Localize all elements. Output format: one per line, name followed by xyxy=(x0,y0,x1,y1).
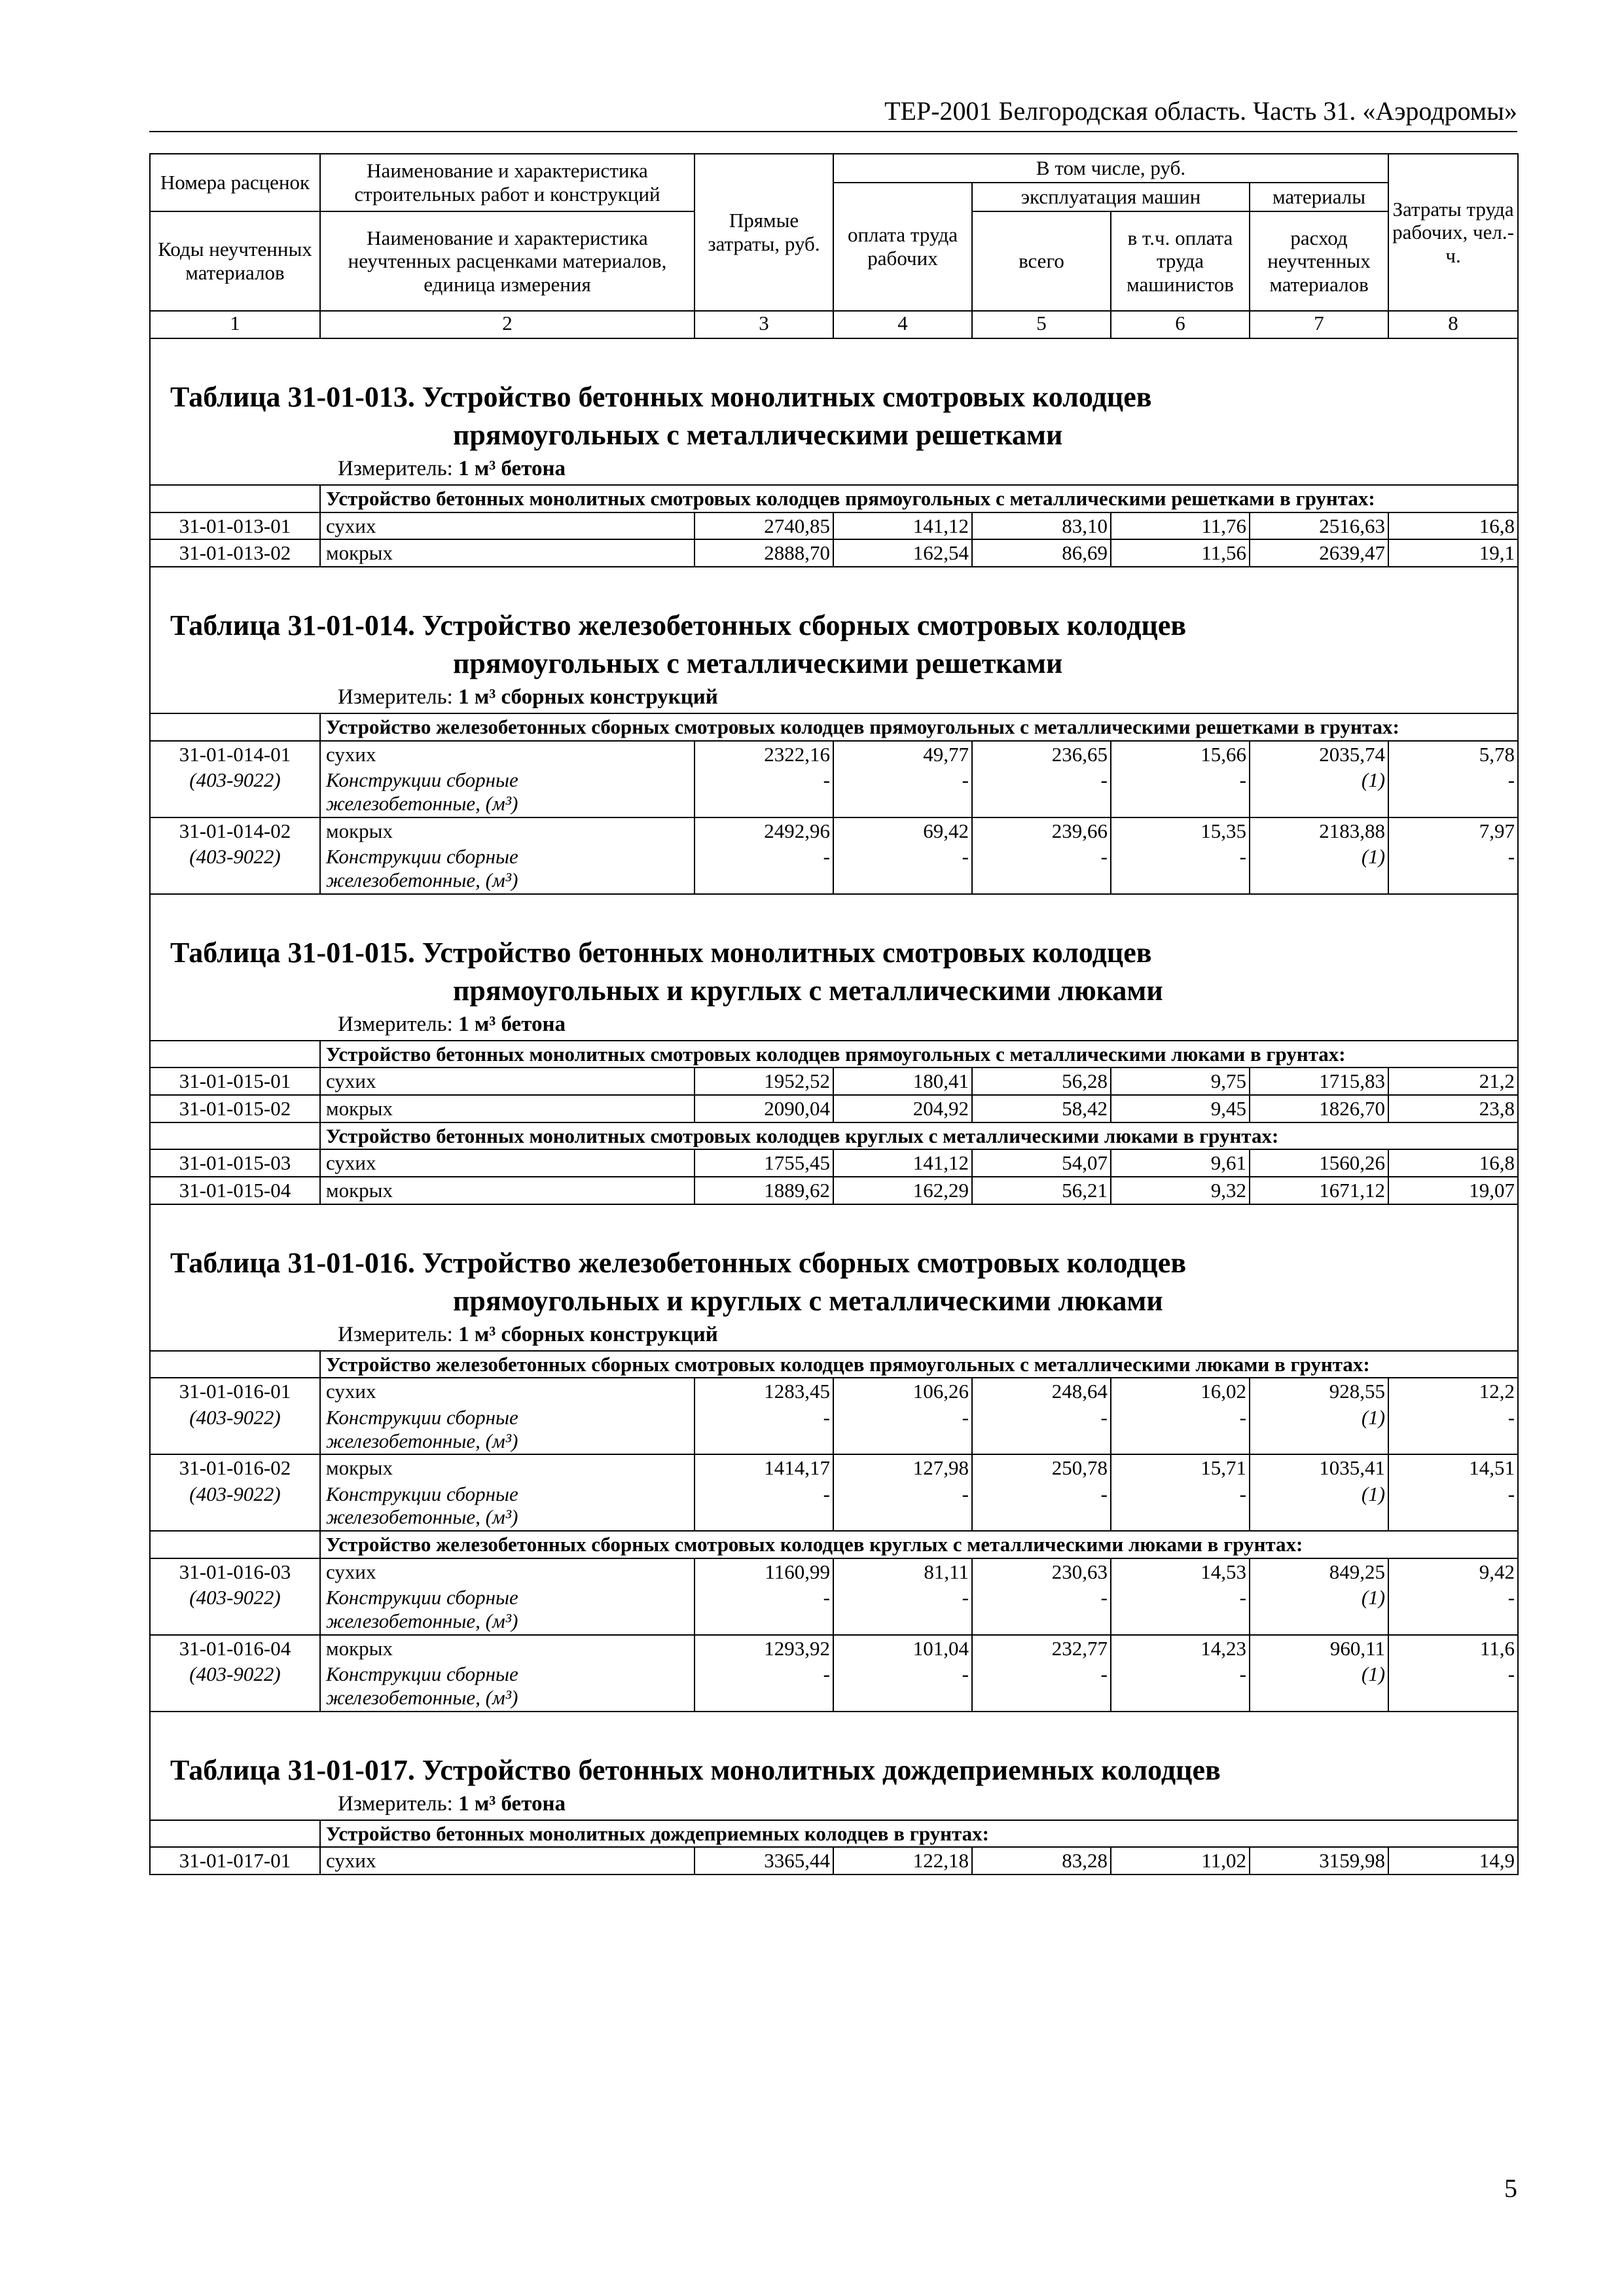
table-title-row xyxy=(150,1712,1518,1820)
section-heading: Устройство железобетонных сборных смотровых колодцев прямоугольных с металлическими люками в грунтах: xyxy=(320,1351,1518,1378)
table-title: Таблица 31-01-015. Устройство бетонных монолитных смотровых колодцев xyxy=(170,936,1152,969)
col-header-codes-bottom: Коды неучтенных материалов xyxy=(150,211,320,311)
rate-value: 11,56 xyxy=(1111,539,1250,567)
table-row xyxy=(150,741,1518,768)
rate-value: 2639,47 xyxy=(1250,539,1388,567)
section-heading: Устройство бетонных монолитных смотровых колодцев прямоугольных с металлическими решетками в грунтах: xyxy=(320,485,1518,512)
section-heading: Устройство бетонных монолитных дождеприемных колодцев в грунтах: xyxy=(320,1820,1518,1848)
rate-value: 19,07 xyxy=(1388,1177,1518,1204)
rate-code: 31-01-016-03 xyxy=(150,1558,320,1585)
col-header-codes-top: Номера расценок xyxy=(150,154,320,211)
material-code: (403-9022) xyxy=(150,1585,320,1634)
material-row xyxy=(150,1405,1518,1454)
material-value: - xyxy=(972,1661,1111,1711)
section-heading-gap xyxy=(150,485,320,512)
table-title-row xyxy=(150,1204,1518,1351)
rate-value: 56,28 xyxy=(972,1067,1111,1095)
table-row xyxy=(150,539,1518,567)
material-row xyxy=(150,844,1518,893)
col-header-labor: Затраты труда рабочих, чел.-ч. xyxy=(1388,154,1518,311)
rate-value: 83,10 xyxy=(972,512,1111,540)
rate-value: 2740,85 xyxy=(695,512,833,540)
rate-code: 31-01-015-01 xyxy=(150,1067,320,1095)
measure-line xyxy=(151,683,1517,713)
measure-value: 1 м³ бетона xyxy=(458,1012,566,1036)
rate-value: 9,45 xyxy=(1111,1095,1250,1122)
measure-label: Измеритель: xyxy=(338,1012,453,1036)
table-row xyxy=(150,1847,1518,1874)
rate-value: 1671,12 xyxy=(1250,1177,1388,1204)
rate-value: 5,78 xyxy=(1388,741,1518,768)
rates-table xyxy=(149,153,1519,1875)
table-title: Таблица 31-01-014. Устройство железобетонных сборных смотровых колодцев xyxy=(170,609,1187,642)
material-code: (403-9022) xyxy=(150,1661,320,1711)
material-value: - xyxy=(695,1585,833,1634)
material-value: - xyxy=(695,844,833,893)
column-number: 4 xyxy=(833,311,972,338)
col-header-name-bottom: Наименование и характеристика неучтенных расценками материалов, единица измерения xyxy=(320,211,695,311)
rate-value: 928,55 xyxy=(1250,1378,1388,1405)
rate-value: 86,69 xyxy=(972,539,1111,567)
rate-value: 248,64 xyxy=(972,1378,1111,1405)
table-title-row xyxy=(150,338,1518,485)
rate-code: 31-01-017-01 xyxy=(150,1847,320,1874)
material-value: - xyxy=(972,844,1111,893)
rate-value: 162,29 xyxy=(833,1177,972,1204)
material-value: - xyxy=(972,1405,1111,1454)
rate-value: 141,12 xyxy=(833,1149,972,1177)
table-row xyxy=(150,1635,1518,1662)
rate-value: 14,9 xyxy=(1388,1847,1518,1874)
rate-value: 236,65 xyxy=(972,741,1111,768)
column-numbers-row xyxy=(150,311,1518,338)
table-title-row xyxy=(150,894,1518,1041)
rate-value: 11,76 xyxy=(1111,512,1250,540)
table-title: Таблица 31-01-016. Устройство железобетонных сборных смотровых колодцев xyxy=(170,1246,1187,1279)
material-value: - xyxy=(833,1405,972,1454)
material-value: - xyxy=(695,1405,833,1454)
rate-value: 106,26 xyxy=(833,1378,972,1405)
rate-value: 21,2 xyxy=(1388,1067,1518,1095)
column-number: 5 xyxy=(972,311,1111,338)
table-row xyxy=(150,1149,1518,1177)
running-header-title: ТЕР-2001 Белгородская область. Часть 31. «Аэродромы» xyxy=(884,96,1517,126)
rate-name: сухих xyxy=(320,512,695,540)
section-heading-row xyxy=(150,1531,1518,1558)
rate-code: 31-01-014-01 xyxy=(150,741,320,768)
rates-table-body xyxy=(150,154,1518,1874)
material-code: (403-9022) xyxy=(150,1481,320,1531)
section-heading-gap xyxy=(150,1351,320,1378)
table-row xyxy=(150,1558,1518,1585)
material-value: (1) xyxy=(1250,1585,1388,1634)
material-value: (1) xyxy=(1250,1405,1388,1454)
rate-value: 250,78 xyxy=(972,1454,1111,1481)
material-value: - xyxy=(1111,767,1250,817)
column-number: 6 xyxy=(1111,311,1250,338)
rate-code: 31-01-015-02 xyxy=(150,1095,320,1122)
material-value: - xyxy=(695,1481,833,1531)
rate-name: мокрых xyxy=(320,817,695,844)
column-number: 8 xyxy=(1388,311,1518,338)
rate-name: сухих xyxy=(320,741,695,768)
column-number: 7 xyxy=(1250,311,1388,338)
material-value: (1) xyxy=(1250,767,1388,817)
table-title-block xyxy=(150,338,1518,485)
table-title-cont: прямоугольных с металлическими решетками xyxy=(453,419,1063,452)
material-value: - xyxy=(833,767,972,817)
rate-value: 56,21 xyxy=(972,1177,1111,1204)
table-row xyxy=(150,817,1518,844)
rate-name: сухих xyxy=(320,1558,695,1585)
rate-value: 9,42 xyxy=(1388,1558,1518,1585)
material-value: - xyxy=(972,767,1111,817)
rate-name: мокрых xyxy=(320,1095,695,1122)
table-title: Таблица 31-01-017. Устройство бетонных монолитных дождеприемных колодцев xyxy=(170,1753,1221,1786)
rate-name: сухих xyxy=(320,1067,695,1095)
rate-code: 31-01-016-01 xyxy=(150,1378,320,1405)
rate-value: 1826,70 xyxy=(1250,1095,1388,1122)
material-name: Конструкции сборные железобетонные, (м³) xyxy=(320,1481,695,1531)
measure-label: Измеритель: xyxy=(338,1791,453,1816)
table-title-block xyxy=(150,1204,1518,1351)
rate-value: 9,61 xyxy=(1111,1149,1250,1177)
rate-value: 141,12 xyxy=(833,512,972,540)
section-heading-row xyxy=(150,1820,1518,1848)
material-value: (1) xyxy=(1250,1661,1388,1711)
rate-code: 31-01-015-04 xyxy=(150,1177,320,1204)
rate-name: мокрых xyxy=(320,1635,695,1662)
material-value: - xyxy=(1111,844,1250,893)
rate-value: 11,6 xyxy=(1388,1635,1518,1662)
section-heading: Устройство железобетонных сборных смотровых колодцев круглых с металлическими люками в грунтах: xyxy=(320,1531,1518,1558)
rate-value: 122,18 xyxy=(833,1847,972,1874)
section-heading-row xyxy=(150,713,1518,741)
section-heading-row xyxy=(150,1041,1518,1068)
table-title-row xyxy=(150,567,1518,713)
rate-value: 69,42 xyxy=(833,817,972,844)
page-number: 5 xyxy=(1504,2174,1517,2203)
section-heading-row xyxy=(150,1351,1518,1378)
section-heading: Устройство бетонных монолитных смотровых колодцев прямоугольных с металлическими люками в грунтах: xyxy=(320,1041,1518,1068)
rate-name: мокрых xyxy=(320,1454,695,1481)
rate-code: 31-01-014-02 xyxy=(150,817,320,844)
rate-value: 204,92 xyxy=(833,1095,972,1122)
column-number: 1 xyxy=(150,311,320,338)
rate-value: 9,32 xyxy=(1111,1177,1250,1204)
material-value: - xyxy=(833,1585,972,1634)
measure-value: 1 м³ сборных конструкций xyxy=(458,1322,718,1346)
rate-value: 232,77 xyxy=(972,1635,1111,1662)
material-value: - xyxy=(1388,767,1518,817)
material-code: (403-9022) xyxy=(150,844,320,893)
rate-value: 960,11 xyxy=(1250,1635,1388,1662)
material-value: - xyxy=(1111,1405,1250,1454)
rate-value: 19,1 xyxy=(1388,539,1518,567)
material-code: (403-9022) xyxy=(150,1405,320,1454)
rate-value: 11,02 xyxy=(1111,1847,1250,1874)
rate-name: сухих xyxy=(320,1847,695,1874)
rate-value: 1952,52 xyxy=(695,1067,833,1095)
table-title-cont: прямоугольных с металлическими решетками xyxy=(453,647,1063,680)
table-title-block xyxy=(150,1712,1518,1820)
section-heading-gap xyxy=(150,1531,320,1558)
rate-value: 2322,16 xyxy=(695,741,833,768)
table-row xyxy=(150,1067,1518,1095)
table-row xyxy=(150,512,1518,540)
rate-value: 1293,92 xyxy=(695,1635,833,1662)
material-code: (403-9022) xyxy=(150,767,320,817)
material-value: - xyxy=(833,1481,972,1531)
material-value: - xyxy=(1388,1481,1518,1531)
table-row xyxy=(150,1095,1518,1122)
material-row xyxy=(150,767,1518,817)
col-header-machines-wages: в т.ч. оплата труда машинистов xyxy=(1111,211,1250,311)
material-row xyxy=(150,1481,1518,1531)
rate-value: 1560,26 xyxy=(1250,1149,1388,1177)
col-header-incl: В том числе, руб. xyxy=(833,154,1388,183)
rate-value: 2516,63 xyxy=(1250,512,1388,540)
rate-value: 230,63 xyxy=(972,1558,1111,1585)
material-name: Конструкции сборные железобетонные, (м³) xyxy=(320,1405,695,1454)
material-value: - xyxy=(972,1585,1111,1634)
measure-line xyxy=(151,1789,1517,1820)
material-name: Конструкции сборные железобетонные, (м³) xyxy=(320,1585,695,1634)
section-heading-gap xyxy=(150,1820,320,1848)
material-value: - xyxy=(833,844,972,893)
rate-value: 101,04 xyxy=(833,1635,972,1662)
rate-value: 23,8 xyxy=(1388,1095,1518,1122)
rate-value: 3365,44 xyxy=(695,1847,833,1874)
rate-code: 31-01-016-04 xyxy=(150,1635,320,1662)
material-row xyxy=(150,1585,1518,1634)
section-heading-gap xyxy=(150,1041,320,1068)
rate-value: 2035,74 xyxy=(1250,741,1388,768)
section-heading: Устройство бетонных монолитных смотровых колодцев круглых с металлическими люками в грунтах: xyxy=(320,1122,1518,1150)
table-row xyxy=(150,1454,1518,1481)
rate-name: мокрых xyxy=(320,539,695,567)
rate-value: 1715,83 xyxy=(1250,1067,1388,1095)
rate-value: 180,41 xyxy=(833,1067,972,1095)
rate-value: 239,66 xyxy=(972,817,1111,844)
rate-value: 1283,45 xyxy=(695,1378,833,1405)
rate-code: 31-01-015-03 xyxy=(150,1149,320,1177)
rate-value: 16,8 xyxy=(1388,512,1518,540)
rate-value: 2090,04 xyxy=(695,1095,833,1122)
measure-value: 1 м³ сборных конструкций xyxy=(458,685,718,709)
rate-value: 1414,17 xyxy=(695,1454,833,1481)
table-title-cont: прямоугольных и круглых с металлическими люками xyxy=(453,1284,1163,1317)
measure-label: Измеритель: xyxy=(338,1322,453,1346)
material-value: - xyxy=(1388,1405,1518,1454)
rate-value: 15,35 xyxy=(1111,817,1250,844)
rate-value: 2183,88 xyxy=(1250,817,1388,844)
rate-code: 31-01-016-02 xyxy=(150,1454,320,1481)
material-value: (1) xyxy=(1250,1481,1388,1531)
rate-value: 14,23 xyxy=(1111,1635,1250,1662)
measure-value: 1 м³ бетона xyxy=(458,457,566,481)
rate-value: 2888,70 xyxy=(695,539,833,567)
section-heading: Устройство железобетонных сборных смотровых колодцев прямоугольных с металлическими решетками в грунтах: xyxy=(320,713,1518,741)
measure-label: Измеритель: xyxy=(338,457,453,481)
section-heading-row xyxy=(150,1122,1518,1150)
rate-value: 2492,96 xyxy=(695,817,833,844)
material-value: (1) xyxy=(1250,844,1388,893)
col-header-name-top: Наименование и характеристика строительных работ и конструкций xyxy=(320,154,695,211)
material-value: - xyxy=(1388,1661,1518,1711)
col-header-machines-total: всего xyxy=(972,211,1111,311)
section-heading-row xyxy=(150,485,1518,512)
rate-name: сухих xyxy=(320,1149,695,1177)
col-header-materials: материалы xyxy=(1250,183,1388,211)
rate-value: 849,25 xyxy=(1250,1558,1388,1585)
material-value: - xyxy=(1388,844,1518,893)
rate-name: мокрых xyxy=(320,1177,695,1204)
rate-value: 7,97 xyxy=(1388,817,1518,844)
rate-value: 1889,62 xyxy=(695,1177,833,1204)
rate-code: 31-01-013-02 xyxy=(150,539,320,567)
table-title-block xyxy=(150,567,1518,713)
measure-line xyxy=(151,1320,1517,1350)
material-value: - xyxy=(833,1661,972,1711)
rate-value: 81,11 xyxy=(833,1558,972,1585)
col-header-direct: Прямые затраты, руб. xyxy=(695,154,833,311)
rate-value: 127,98 xyxy=(833,1454,972,1481)
rate-value: 58,42 xyxy=(972,1095,1111,1122)
rate-value: 15,71 xyxy=(1111,1454,1250,1481)
material-name: Конструкции сборные железобетонные, (м³) xyxy=(320,844,695,893)
rate-value: 16,8 xyxy=(1388,1149,1518,1177)
rate-value: 49,77 xyxy=(833,741,972,768)
table-title: Таблица 31-01-013. Устройство бетонных монолитных смотровых колодцев xyxy=(170,381,1152,413)
table-title-block xyxy=(150,894,1518,1041)
rate-value: 15,66 xyxy=(1111,741,1250,768)
column-number: 2 xyxy=(320,311,695,338)
rate-value: 9,75 xyxy=(1111,1067,1250,1095)
material-value: - xyxy=(695,1661,833,1711)
material-name: Конструкции сборные железобетонные, (м³) xyxy=(320,1661,695,1711)
rate-value: 12,2 xyxy=(1388,1378,1518,1405)
running-header xyxy=(149,90,1517,132)
material-value: - xyxy=(1111,1585,1250,1634)
table-row xyxy=(150,1177,1518,1204)
col-header-machines: эксплуатация машин xyxy=(972,183,1250,211)
col-header-materials-exp: расход неучтенных материалов xyxy=(1250,211,1388,311)
table-title-cont: прямоугольных и круглых с металлическими люками xyxy=(453,974,1163,1007)
material-value: - xyxy=(1111,1661,1250,1711)
measure-line xyxy=(151,1010,1517,1040)
material-value: - xyxy=(695,767,833,817)
rate-value: 14,53 xyxy=(1111,1558,1250,1585)
section-heading-gap xyxy=(150,713,320,741)
rate-value: 54,07 xyxy=(972,1149,1111,1177)
section-heading-gap xyxy=(150,1122,320,1150)
rate-value: 162,54 xyxy=(833,539,972,567)
rate-value: 1160,99 xyxy=(695,1558,833,1585)
material-value: - xyxy=(972,1481,1111,1531)
measure-value: 1 м³ бетона xyxy=(458,1791,566,1816)
rate-code: 31-01-013-01 xyxy=(150,512,320,540)
measure-label: Измеритель: xyxy=(338,685,453,709)
material-value: - xyxy=(1111,1481,1250,1531)
measure-line xyxy=(151,454,1517,484)
table-row xyxy=(150,1378,1518,1405)
material-value: - xyxy=(1388,1585,1518,1634)
rate-value: 14,51 xyxy=(1388,1454,1518,1481)
material-row xyxy=(150,1661,1518,1711)
material-name: Конструкции сборные железобетонные, (м³) xyxy=(320,767,695,817)
col-header-wages: оплата труда рабочих xyxy=(833,183,972,311)
rate-value: 16,02 xyxy=(1111,1378,1250,1405)
rate-value: 83,28 xyxy=(972,1847,1111,1874)
rate-value: 3159,98 xyxy=(1250,1847,1388,1874)
column-number: 3 xyxy=(695,311,833,338)
rate-value: 1035,41 xyxy=(1250,1454,1388,1481)
rate-name: сухих xyxy=(320,1378,695,1405)
rate-value: 1755,45 xyxy=(695,1149,833,1177)
